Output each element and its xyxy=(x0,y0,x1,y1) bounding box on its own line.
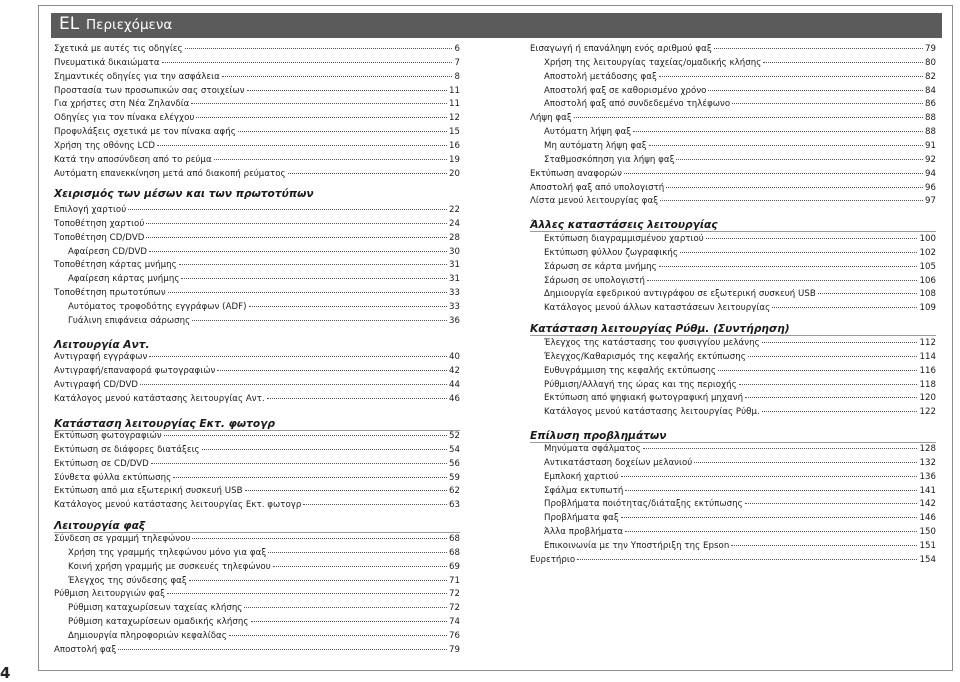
dot-leader xyxy=(633,131,923,132)
toc-entry[interactable] xyxy=(68,617,460,631)
toc-entry-title: Δημιουργία πληροφοριών κεφαλίδας xyxy=(68,630,227,641)
dot-leader xyxy=(625,490,917,491)
toc-entry-title: Αφαίρεση CD/DVD xyxy=(68,246,148,257)
dot-leader xyxy=(643,448,918,449)
dot-leader xyxy=(818,293,918,294)
toc-entry-page: 154 xyxy=(919,555,936,565)
toc-entry-title: Σημαντικές οδηγίες για την ασφάλεια xyxy=(54,71,220,82)
toc-entry-page: 151 xyxy=(919,540,936,551)
toc-entry-page: 136 xyxy=(919,471,936,482)
toc-entry-title: Κατάλογος μενού κατάστασης λειτουργίας Ρύθμ. xyxy=(544,407,760,418)
toc-entry-title: Τοποθέτηση χαρτιού xyxy=(54,218,145,229)
toc-entry[interactable] xyxy=(54,473,460,487)
toc-entry[interactable] xyxy=(54,58,460,72)
toc-entry-page: 88 xyxy=(924,127,936,138)
dot-leader xyxy=(185,48,453,49)
toc-entry-title: Αντιγραφή/επαναφορά φωτογραφιών xyxy=(54,365,216,376)
toc-entry-title: Κατάλογος μενού κατάστασης λειτουργίας Αντ. xyxy=(54,393,265,404)
dot-leader xyxy=(718,370,918,371)
page-title: Περιεχόμενα xyxy=(86,17,173,33)
toc-entry-title: Άλλα προβλήματα xyxy=(544,527,624,538)
toc-entry[interactable] xyxy=(544,141,936,155)
toc-entry[interactable] xyxy=(54,645,460,659)
toc-entry[interactable] xyxy=(54,155,460,169)
header-bar xyxy=(51,13,942,38)
toc-entry[interactable] xyxy=(54,394,460,408)
toc-entry[interactable] xyxy=(544,458,936,472)
toc-entry-page: 36 xyxy=(448,315,460,326)
toc-entry-page: 97 xyxy=(924,196,936,207)
toc-entry[interactable] xyxy=(54,459,460,473)
dot-leader xyxy=(244,607,447,608)
toc-entry-title: Εκτύπωση σε διάφορες διατάξεις xyxy=(54,444,200,455)
toc-entry[interactable] xyxy=(54,127,460,141)
toc-entry-title: Λήψη φαξ xyxy=(530,113,572,124)
toc-entry[interactable] xyxy=(544,72,936,86)
toc-entry[interactable] xyxy=(544,352,936,366)
toc-entry-page: 31 xyxy=(448,274,460,285)
toc-entry[interactable] xyxy=(544,99,936,113)
toc-entry-page: 109 xyxy=(919,303,936,314)
toc-entry-page: 68 xyxy=(448,534,460,544)
toc-entry[interactable] xyxy=(544,527,936,541)
dot-leader xyxy=(739,384,918,385)
toc-entry-page: 52 xyxy=(448,431,460,441)
toc-entry[interactable] xyxy=(68,603,460,617)
toc-entry-page: 15 xyxy=(448,127,460,138)
toc-entry-title: Αντιγραφή εγγράφων xyxy=(54,352,148,362)
toc-entry-page: 120 xyxy=(919,393,936,404)
toc-entry-page: 112 xyxy=(919,338,936,348)
toc-entry-page: 86 xyxy=(924,99,936,110)
toc-entry[interactable] xyxy=(54,44,460,58)
toc-entry[interactable] xyxy=(544,407,936,421)
toc-entry-title: Κοινή χρήση γραμμής με συσκευές τηλεφώνου xyxy=(68,561,271,572)
toc-entry-title: Έλεγχος της κατάστασης του φυσιγγίου μελάνης xyxy=(544,338,760,348)
toc-entry[interactable] xyxy=(54,366,460,380)
dot-leader xyxy=(680,252,918,253)
dot-leader xyxy=(202,449,447,450)
dot-leader xyxy=(214,159,447,160)
toc-entry-title: Εισαγωγή ή επανάληψη ενός αριθμού φαξ xyxy=(530,44,712,54)
toc-entry-title: Ρύθμιση λειτουργιών φαξ xyxy=(54,589,165,600)
dot-leader xyxy=(192,538,446,539)
toc-entry-page: 96 xyxy=(924,182,936,193)
toc-entry-title: Εκτύπωση αναφορών xyxy=(530,168,622,179)
toc-entry-page: 54 xyxy=(448,444,460,455)
toc-entry[interactable] xyxy=(68,316,460,330)
toc-entry[interactable] xyxy=(544,248,936,262)
toc-entry[interactable] xyxy=(544,366,936,380)
dot-leader xyxy=(659,76,923,77)
toc-entry-title: Εμπλοκή χαρτιού xyxy=(544,471,619,482)
section-photo: Κατάσταση λειτουργίας Εκτ. φωτογρ xyxy=(54,418,460,431)
toc-entry[interactable] xyxy=(544,58,936,72)
toc-entry-title: Κατάλογος μενού άλλων καταστάσεων λειτουργίας xyxy=(544,303,771,314)
dot-leader xyxy=(745,503,918,504)
dot-leader xyxy=(191,103,447,104)
toc-entry-page: 71 xyxy=(448,575,460,586)
toc-entry-page: 69 xyxy=(448,561,460,572)
dot-leader xyxy=(762,342,918,343)
toc-entry[interactable] xyxy=(544,276,936,290)
toc-entry[interactable] xyxy=(54,233,460,247)
toc-entry-page: 42 xyxy=(448,365,460,376)
toc-entry-title: Αντιγραφή CD/DVD xyxy=(54,379,139,390)
dot-leader xyxy=(247,90,447,91)
toc-entry-title: Χρήση της λειτουργίας ταχείας/ομαδικής κλήσης xyxy=(544,57,762,68)
toc-entry[interactable] xyxy=(544,541,936,555)
toc-entry-title: Τοποθέτηση κάρτας μνήμης xyxy=(54,260,177,271)
dot-leader xyxy=(157,145,447,146)
dot-leader xyxy=(621,517,918,518)
language-code: EL xyxy=(59,14,80,34)
dot-leader xyxy=(625,531,917,532)
toc-entry-page: 8 xyxy=(454,71,460,82)
toc-entry-page: 12 xyxy=(448,113,460,124)
toc-entry-page: 100 xyxy=(919,234,936,244)
dot-leader xyxy=(659,266,918,267)
toc-entry-page: 56 xyxy=(448,458,460,469)
dot-leader xyxy=(714,48,923,49)
toc-entry-page: 22 xyxy=(448,205,460,215)
toc-entry-page: 79 xyxy=(448,644,460,655)
toc-entry-page: 122 xyxy=(919,407,936,418)
dot-leader xyxy=(577,559,917,560)
dot-leader xyxy=(649,145,923,146)
dot-leader xyxy=(167,593,447,594)
toc-entry-title: Εκτύπωση φωτογραφιών xyxy=(54,431,162,441)
toc-entry-title: Για χρήστες στη Νέα Ζηλανδία xyxy=(54,99,190,110)
toc-entry-title: Αυτόματος τροφοδότης εγγράφων (ADF) xyxy=(68,301,247,312)
toc-entry-title: Λίστα μενού λειτουργίας φαξ xyxy=(530,196,659,207)
dot-leader xyxy=(238,131,447,132)
toc-entry-title: Αυτόματη επανεκκίνηση μετά από διακοπή ρεύματος xyxy=(54,168,286,179)
section-fax: Λειτουργία φαξ xyxy=(54,520,460,533)
dot-leader xyxy=(574,117,923,118)
dot-leader xyxy=(179,264,447,265)
toc-entry-page: 84 xyxy=(924,85,936,96)
toc-entry-page: 11 xyxy=(448,99,460,110)
toc-entry[interactable] xyxy=(530,555,936,569)
toc-entry[interactable] xyxy=(54,219,460,233)
toc-entry-page: 72 xyxy=(448,603,460,614)
toc-entry[interactable] xyxy=(544,513,936,527)
dot-leader xyxy=(222,76,453,77)
toc-entry[interactable] xyxy=(54,380,460,394)
section-troubleshooting: Επίλυση προβλημάτων xyxy=(530,430,936,443)
toc-entry-title: Εκτύπωση σε CD/DVD xyxy=(54,458,149,469)
toc-entry[interactable] xyxy=(544,289,936,303)
dot-leader xyxy=(149,356,447,357)
toc-entry-title: Οδηγίες για τον πίνακα ελέγχου xyxy=(54,113,195,124)
toc-entry-page: 94 xyxy=(924,168,936,179)
toc-entry-page: 7 xyxy=(454,57,460,68)
dot-leader xyxy=(731,545,917,546)
toc-entry-title: Σφάλμα εκτυπωτή xyxy=(544,485,624,496)
toc-entry-title: Επιλογή χαρτιού xyxy=(54,205,127,215)
toc-entry[interactable] xyxy=(68,562,460,576)
dot-leader xyxy=(229,635,447,636)
toc-entry-page: 16 xyxy=(448,140,460,151)
dot-leader xyxy=(745,397,917,398)
dot-leader xyxy=(676,159,922,160)
toc-entry[interactable] xyxy=(54,589,460,603)
toc-entry-title: Σχετικά με αυτές τις οδηγίες xyxy=(54,44,183,54)
toc-entry-page: 105 xyxy=(919,261,936,272)
toc-entry[interactable] xyxy=(544,127,936,141)
toc-entry[interactable] xyxy=(68,302,460,316)
toc-entry[interactable] xyxy=(530,169,936,183)
toc-entry-title: Αποστολή φαξ από υπολογιστή xyxy=(530,182,665,193)
toc-entry-page: 142 xyxy=(919,499,936,510)
toc-entry-title: Έλεγχος/Καθαρισμός της κεφαλής εκτύπωσης xyxy=(544,351,746,362)
dot-leader xyxy=(173,477,447,478)
section-copy: Λειτουργία Αντ. xyxy=(54,339,150,351)
toc-entry[interactable] xyxy=(68,274,460,288)
dot-leader xyxy=(118,649,447,650)
toc-entry[interactable] xyxy=(544,393,936,407)
toc-entry[interactable] xyxy=(530,44,936,58)
toc-entry[interactable] xyxy=(68,576,460,590)
dot-leader xyxy=(149,251,447,252)
dot-leader xyxy=(748,356,918,357)
dot-leader xyxy=(181,278,447,279)
toc-entry-title: Προβλήματα ποιότητας/διάταξης εκτύπωσης xyxy=(544,499,743,510)
section-setup: Κατάσταση λειτουργίας Ρύθμ. (Συντήρηση) xyxy=(530,323,936,336)
toc-entry[interactable] xyxy=(544,86,936,100)
toc-entry-page: 68 xyxy=(448,547,460,558)
toc-entry-title: Αποστολή φαξ xyxy=(54,644,117,655)
dot-leader xyxy=(624,173,923,174)
toc-entry[interactable] xyxy=(544,444,936,458)
toc-entry[interactable] xyxy=(54,486,460,500)
toc-entry-page: 102 xyxy=(919,247,936,258)
toc-entry[interactable] xyxy=(54,113,460,127)
dot-leader xyxy=(267,398,447,399)
toc-entry-page: 88 xyxy=(924,113,936,124)
toc-entry-page: 30 xyxy=(448,246,460,257)
toc-entry[interactable] xyxy=(54,534,460,548)
dot-leader xyxy=(273,566,447,567)
toc-entry-title: Ρύθμιση καταχωρίσεων ταχείας κλήσης xyxy=(68,603,243,614)
toc-entry[interactable] xyxy=(544,472,936,486)
toc-entry-title: Σύνθετα φύλλα εκτύπωσης xyxy=(54,472,172,483)
dot-leader xyxy=(189,580,447,581)
dot-leader xyxy=(192,320,447,321)
toc-entry[interactable] xyxy=(544,338,936,352)
dot-leader xyxy=(217,370,447,371)
dot-leader xyxy=(140,384,447,385)
toc-entry-page: 116 xyxy=(919,365,936,376)
toc-entry-title: Εκτύπωση από ψηφιακή φωτογραφική μηχανή xyxy=(544,393,744,404)
toc-entry-title: Προστασία των προσωπικών σας στοιχείων xyxy=(54,85,245,96)
toc-entry-title: Αποστολή φαξ από συνδεδεμένο τηλέφωνο xyxy=(544,99,731,110)
toc-entry-page: 59 xyxy=(448,472,460,483)
toc-entry-title: Μηνύματα σφάλματος xyxy=(544,444,641,454)
dot-leader xyxy=(772,307,917,308)
toc-entry-title: Δημιουργία εφεδρικού αντιγράφου σε εξωτερική συσκευή USB xyxy=(544,289,816,300)
dot-leader xyxy=(732,103,923,104)
toc-entry[interactable] xyxy=(54,445,460,459)
dot-leader xyxy=(647,280,917,281)
toc-entry-page: 62 xyxy=(448,486,460,497)
toc-entry-title: Γυάλινη επιφάνεια σάρωσης xyxy=(68,315,191,326)
toc-entry-title: Κατά την αποσύνδεση από το ρεύμα xyxy=(54,154,212,165)
toc-entry[interactable] xyxy=(544,380,936,394)
toc-entry[interactable] xyxy=(544,486,936,500)
toc-entry-page: 91 xyxy=(924,140,936,151)
dot-leader xyxy=(146,223,447,224)
dot-leader xyxy=(251,621,447,622)
toc-entry-title: Μη αυτόματη λήψη φαξ xyxy=(544,140,647,151)
toc-entry-title: Χρήση της οθόνης LCD xyxy=(54,140,156,151)
toc-entry[interactable] xyxy=(68,631,460,645)
toc-entry-title: Σύνδεση σε γραμμή τηλεφώνου xyxy=(54,534,191,544)
toc-entry-page: 114 xyxy=(919,351,936,362)
toc-entry-page: 24 xyxy=(448,218,460,229)
toc-entry-page: 33 xyxy=(448,288,460,299)
toc-entry-title: Αντικατάσταση δοχείων μελανιού xyxy=(544,457,693,468)
dot-leader xyxy=(706,238,918,239)
page-number: 4 xyxy=(0,664,11,682)
toc-entry-page: 20 xyxy=(448,168,460,179)
toc-entry[interactable] xyxy=(54,141,460,155)
toc-entry-page: 132 xyxy=(919,457,936,468)
dot-leader xyxy=(146,237,447,238)
toc-entry-page: 79 xyxy=(924,44,936,54)
dot-leader xyxy=(762,411,918,412)
toc-entry-page: 63 xyxy=(448,500,460,511)
toc-entry-title: Τοποθέτηση πρωτοτύπων xyxy=(54,288,166,299)
dot-leader xyxy=(268,552,447,553)
toc-entry-page: 28 xyxy=(448,232,460,243)
toc-entry-page: 150 xyxy=(919,527,936,538)
toc-entry-title: Επικοινωνία με την Υποστήριξη της Epson xyxy=(544,540,730,551)
toc-entry[interactable] xyxy=(54,431,460,445)
toc-entry[interactable] xyxy=(544,499,936,513)
toc-entry-title: Πνευματικά δικαιώματα xyxy=(54,57,160,68)
dot-leader xyxy=(164,435,447,436)
toc-entry-page: 106 xyxy=(919,275,936,286)
toc-entry-title: Ρύθμιση καταχωρίσεων ομαδικής κλήσης xyxy=(68,617,249,628)
toc-entry-title: Ευρετήριο xyxy=(530,555,576,565)
toc-entry-title: Τοποθέτηση CD/DVD xyxy=(54,232,145,243)
toc-entry-page: 72 xyxy=(448,589,460,600)
toc-entry-page: 11 xyxy=(448,85,460,96)
dot-leader xyxy=(245,490,447,491)
toc-entry-title: Ρύθμιση/Αλλαγή της ώρας και της περιοχής xyxy=(544,379,737,390)
toc-entry[interactable] xyxy=(544,303,936,317)
dot-leader xyxy=(303,504,447,505)
toc-entry[interactable] xyxy=(54,500,460,514)
dot-leader xyxy=(151,463,447,464)
toc-entry-title: Χρήση της γραμμής τηλεφώνου μόνο για φαξ xyxy=(68,547,267,558)
toc-entry[interactable] xyxy=(68,247,460,261)
toc-entry[interactable] xyxy=(530,196,936,210)
toc-entry-page: 40 xyxy=(448,352,460,362)
toc-entry-page: 108 xyxy=(919,289,936,300)
toc-entry[interactable] xyxy=(54,86,460,100)
toc-entry-title: Αποστολή μετάδοσης φαξ xyxy=(544,71,657,82)
dot-leader xyxy=(196,117,447,118)
toc-entry-page: 19 xyxy=(448,154,460,165)
toc-entry-title: Ευθυγράμμιση της κεφαλής εκτύπωσης xyxy=(544,365,716,376)
toc-entry-page: 146 xyxy=(919,513,936,524)
toc-entry-title: Εκτύπωση φύλλου ζωγραφικής xyxy=(544,247,678,258)
toc-entry[interactable] xyxy=(54,352,460,366)
toc-entry[interactable] xyxy=(54,260,460,274)
toc-entry[interactable] xyxy=(54,205,460,219)
dot-leader xyxy=(128,209,447,210)
toc-entry-page: 33 xyxy=(448,301,460,312)
toc-entry[interactable] xyxy=(544,234,936,248)
toc-entry-title: Σταθμοσκόπηση για λήψη φαξ xyxy=(544,154,675,165)
toc-entry-page: 141 xyxy=(919,485,936,496)
toc-entry[interactable] xyxy=(544,155,936,169)
toc-entry[interactable] xyxy=(544,262,936,276)
toc-entry-page: 46 xyxy=(448,393,460,404)
toc-entry-page: 82 xyxy=(924,71,936,82)
toc-entry-page: 44 xyxy=(448,379,460,390)
dot-leader xyxy=(249,306,447,307)
toc-entry-page: 128 xyxy=(919,444,936,454)
section-media: Χειρισμός των μέσων και των πρωτοτύπων xyxy=(54,188,314,200)
dot-leader xyxy=(694,462,917,463)
toc-entry[interactable] xyxy=(530,113,936,127)
toc-entry[interactable] xyxy=(68,548,460,562)
toc-entry-page: 6 xyxy=(454,44,460,54)
toc-entry[interactable] xyxy=(54,288,460,302)
toc-entry-title: Προβλήματα φαξ xyxy=(544,513,619,524)
dot-leader xyxy=(288,173,447,174)
toc-entry[interactable] xyxy=(54,72,460,86)
toc-entry-page: 76 xyxy=(448,630,460,641)
toc-entry-title: Αυτόματη λήψη φαξ xyxy=(544,127,632,138)
dot-leader xyxy=(162,62,453,63)
toc-entry-page: 118 xyxy=(919,379,936,390)
toc-entry-title: Προφυλάξεις σχετικά με τον πίνακα αφής xyxy=(54,127,236,138)
dot-leader xyxy=(660,200,923,201)
toc-entry-title: Εκτύπωση διαγραμμισμένου χαρτιού xyxy=(544,234,704,244)
dot-leader xyxy=(708,90,922,91)
toc-entry-title: Αποστολή φαξ σε καθορισμένο χρόνο xyxy=(544,85,707,96)
dot-leader xyxy=(621,476,918,477)
toc-entry-page: 80 xyxy=(924,57,936,68)
toc-entry-title: Σάρωση σε κάρτα μνήμης xyxy=(544,261,657,272)
toc-entry-title: Αφαίρεση κάρτας μνήμης xyxy=(68,274,180,285)
toc-entry[interactable] xyxy=(530,183,936,197)
toc-entry-title: Έλεγχος της σύνδεσης φαξ xyxy=(68,575,187,586)
toc-entry-title: Κατάλογος μενού κατάστασης λειτουργίας Εκτ. φωτογρ xyxy=(54,500,302,511)
toc-entry-page: 74 xyxy=(448,617,460,628)
toc-entry-page: 92 xyxy=(924,154,936,165)
toc-entry-title: Σάρωση σε υπολογιστή xyxy=(544,275,646,286)
toc-entry-title: Εκτύπωση από μια εξωτερική συσκευή USB xyxy=(54,486,243,497)
toc-entry[interactable] xyxy=(54,169,460,183)
dot-leader xyxy=(666,187,923,188)
dot-leader xyxy=(168,292,447,293)
section-other: Άλλες καταστάσεις λειτουργίας xyxy=(530,219,936,232)
toc-entry[interactable] xyxy=(54,99,460,113)
dot-leader xyxy=(763,62,923,63)
toc-entry-page: 31 xyxy=(448,260,460,271)
